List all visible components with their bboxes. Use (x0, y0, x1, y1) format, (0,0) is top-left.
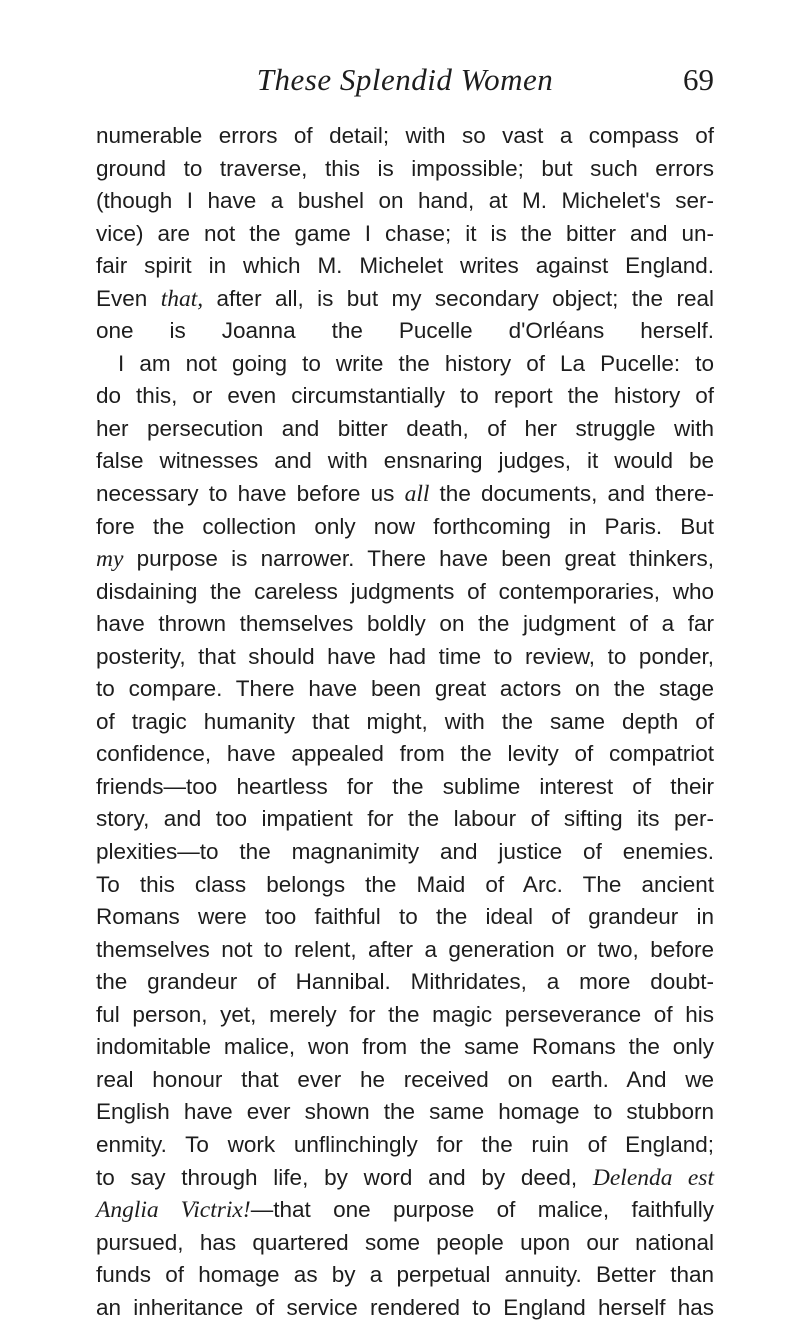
text-line (96, 543, 714, 576)
text-line (96, 999, 714, 1032)
text-line (96, 1259, 714, 1292)
italic-text-segment: my (96, 546, 124, 573)
text-segment: false witnesses and with ensnaring judges, it would be (96, 448, 714, 474)
text-segment: plexities—to the magnanimity and justice of enemies. (96, 839, 714, 865)
text-segment: I am not going to write the history of La Pucelle: to (118, 350, 714, 376)
italic-text-segment: Anglia Victrix! (96, 1197, 251, 1224)
text-segment: of tragic humanity that might, with the same depth of (96, 708, 714, 734)
text-line (96, 1227, 714, 1260)
text-segment: —that one purpose of malice, faithfully (250, 1197, 714, 1223)
italic-text-segment: that, (160, 285, 204, 312)
text-segment: necessary to have before us (96, 481, 405, 507)
text-segment: fore the collection only now forthcoming in Paris. But (96, 513, 714, 539)
text-segment: pursued, has quartered some people upon our national (96, 1229, 714, 1255)
text-line (96, 445, 714, 478)
text-line (96, 771, 714, 804)
text-line (96, 1194, 714, 1227)
text-line (96, 218, 714, 251)
text-line (96, 348, 714, 381)
text-segment: her persecution and bitter death, of her struggle with (96, 415, 714, 441)
text-line (96, 673, 714, 706)
text-line (96, 966, 714, 999)
text-line (96, 380, 714, 413)
text-segment: ful person, yet, merely for the magic perseverance of his (96, 1001, 714, 1027)
text-line (96, 576, 714, 609)
text-line (96, 1162, 714, 1195)
page-header (96, 62, 714, 108)
text-line (96, 185, 714, 218)
text-line (96, 1031, 714, 1064)
text-line (96, 153, 714, 186)
text-line (96, 283, 714, 316)
text-line (96, 706, 714, 739)
text-segment: To this class belongs the Maid of Arc. The ancient (96, 871, 714, 897)
text-line (96, 934, 714, 967)
text-segment: to compare. There have been great actors on the stage (96, 676, 714, 702)
text-line (96, 738, 714, 771)
text-segment: story, and too impatient for the labour of sifting its per- (96, 806, 714, 832)
text-segment: do this, or even circumstantially to report the history of (96, 383, 714, 409)
text-line (96, 1292, 714, 1324)
text-line (96, 836, 714, 869)
text-segment: have thrown themselves boldly on the judgment of a far (96, 611, 714, 637)
page-number: 69 (683, 62, 714, 97)
text-line (96, 315, 714, 348)
text-segment: purpose is narrower. There have been great thinkers, (123, 546, 714, 572)
text-segment: Romans were too faithful to the ideal of grandeur in (96, 904, 714, 930)
text-segment: funds of homage as by a perpetual annuity. Better than (96, 1262, 714, 1288)
text-line (96, 641, 714, 674)
text-segment: fair spirit in which M. Michelet writes against England. (96, 253, 714, 279)
text-segment: ground to traverse, this is impossible; but such errors (96, 155, 714, 181)
text-segment: (though I have a bushel on hand, at M. Michelet's ser- (96, 188, 714, 214)
text-segment: disdaining the careless judgments of contemporaries, who (96, 578, 714, 604)
text-line (96, 901, 714, 934)
text-line (96, 1129, 714, 1162)
text-line (96, 1096, 714, 1129)
text-segment: after all, is but my secondary object; the real (203, 285, 714, 311)
text-line (96, 1064, 714, 1097)
text-line (96, 250, 714, 283)
italic-text-segment: Delenda est (592, 1164, 714, 1191)
text-segment: Even (96, 285, 161, 311)
text-segment: real honour that ever he received on earth. And we (96, 1066, 714, 1092)
text-segment: indomitable malice, won from the same Romans the only (96, 1034, 714, 1060)
text-segment: numerable errors of detail; with so vast a compass of (96, 123, 714, 148)
body-text (96, 120, 714, 1324)
text-line (96, 608, 714, 641)
text-line (96, 478, 714, 511)
text-segment: themselves not to relent, after a generation or two, before (96, 936, 714, 962)
text-segment: friends—too heartless for the sublime interest of their (96, 773, 714, 799)
text-line (96, 803, 714, 836)
text-segment: vice) are not the game I chase; it is the bitter and un- (96, 220, 714, 246)
text-line (96, 413, 714, 446)
running-title: These Splendid Women (256, 62, 554, 97)
text-segment: the grandeur of Hannibal. Mithridates, a more doubt- (96, 969, 714, 995)
text-segment: confidence, have appealed from the levity of compatriot (96, 741, 714, 767)
text-segment: to say through life, by word and by deed, (96, 1164, 593, 1190)
text-segment: an inheritance of service rendered to England herself has (96, 1294, 714, 1320)
text-segment: enmity. To work unflinchingly for the ruin of England; (96, 1131, 714, 1157)
text-line (96, 511, 714, 544)
text-line (96, 869, 714, 902)
text-segment: posterity, that should have had time to review, to ponder, (96, 643, 714, 669)
text-segment: one is Joanna the Pucelle d'Orléans herself. (96, 318, 714, 344)
text-segment: the documents, and there- (429, 481, 714, 507)
text-line (96, 120, 714, 153)
italic-text-segment: all (404, 481, 430, 508)
text-segment: English have ever shown the same homage to stubborn (96, 1099, 714, 1125)
